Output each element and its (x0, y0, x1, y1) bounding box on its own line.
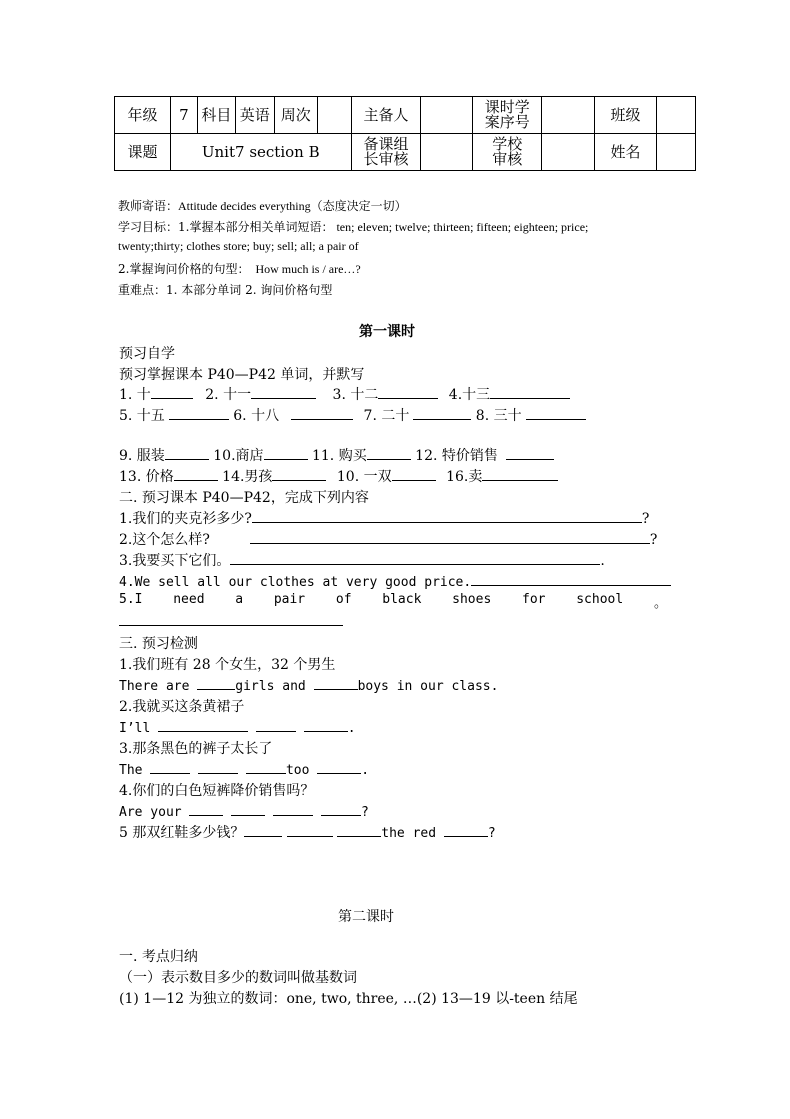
check-text: boys in our class. (357, 679, 499, 694)
translate-3-prompt: 3.我要买下它们。 (119, 553, 231, 569)
answer-line[interactable] (250, 529, 650, 544)
blank[interactable] (231, 801, 265, 816)
translate-2-prompt: 2.这个怎么样? (119, 532, 210, 548)
vocab-row-3 (119, 445, 554, 465)
motto-line (118, 197, 407, 214)
motto-text: Attitude decides everything（态度决定一切） (178, 199, 407, 213)
item5-word: school (576, 592, 624, 607)
blank[interactable] (506, 445, 554, 460)
item5-line (119, 592, 667, 611)
blank[interactable] (304, 717, 348, 732)
check-1-en (119, 675, 498, 694)
school-review-value[interactable] (542, 134, 595, 171)
item5-word: 5.I (119, 592, 143, 607)
check-text: I’ll (119, 721, 159, 736)
answer-line[interactable] (230, 550, 600, 565)
blank[interactable] (337, 822, 381, 837)
blank[interactable] (378, 384, 438, 399)
name-value[interactable] (656, 134, 695, 171)
check-5-cn: 5 那双红鞋多少钱？ (119, 825, 245, 841)
blank[interactable] (482, 466, 558, 481)
lesson2-title: 第二课时 (338, 909, 394, 925)
case-no-value[interactable] (542, 97, 595, 134)
blank[interactable] (490, 384, 570, 399)
lesson2-sub1: （一）表示数目多少的数词叫做基数词 (119, 970, 357, 986)
focus-text: 重难点：1. 本部分单词 2. 询问价格句型 (118, 283, 333, 297)
blank[interactable] (174, 466, 218, 481)
vocab-row-2 (119, 405, 586, 425)
vocab-11: 11. 购买 (311, 448, 367, 464)
blank[interactable] (287, 822, 333, 837)
check-1-cn: 1.我们班有 28 个女生，32 个男生 (119, 657, 336, 673)
check-text: Are your (119, 805, 190, 820)
blank[interactable] (526, 405, 586, 420)
check-3-en: The too . (119, 759, 369, 778)
preview-instruction: 预习掌握课本 P40—P42 单词，并默写 (119, 367, 365, 383)
item5-word: of (335, 592, 352, 607)
class-value[interactable] (656, 97, 695, 134)
translate-3-end: . (600, 553, 605, 569)
check-3-cn: 3.那条黑色的裤子太长了 (119, 741, 273, 757)
header-table (114, 96, 696, 171)
blank[interactable] (317, 759, 361, 774)
vocab-15: 10. 一双 (336, 469, 392, 485)
vocab-2: 2. 十一 (205, 387, 252, 403)
blank[interactable] (198, 759, 238, 774)
topic-label: 课题 (115, 134, 171, 171)
goal-line-2 (118, 260, 361, 277)
blank[interactable] (150, 759, 190, 774)
group-review-label (351, 134, 421, 171)
blank[interactable] (321, 801, 361, 816)
lesson2-section1-heading: 一. 考点归纳 (119, 949, 198, 965)
blank[interactable] (244, 822, 282, 837)
blank[interactable] (272, 466, 326, 481)
item5-word: need (173, 592, 205, 607)
preparer-value[interactable] (421, 97, 473, 134)
blank[interactable] (264, 445, 308, 460)
check-text: The (119, 763, 151, 778)
vocab-9: 9. 服装 (119, 448, 165, 464)
case-no-label-1: 课时学 (484, 98, 530, 116)
preview-heading: 预习自学 (119, 346, 175, 362)
class-label: 班级 (595, 97, 657, 134)
goal-2-prefix: 2.掌握询问价格的句型： (118, 262, 250, 276)
vocab-1: 1. 十 (119, 387, 151, 403)
item5-word: 。 (653, 596, 667, 611)
item5-word: for (522, 592, 546, 607)
goal-label: 学习目标： (118, 220, 179, 234)
vocab-13: 13. 价格 (119, 469, 174, 485)
name-label: 姓名 (595, 134, 657, 171)
blank[interactable] (392, 466, 436, 481)
blank[interactable] (165, 445, 209, 460)
blank[interactable] (246, 759, 286, 774)
subject-value: 英语 (235, 97, 274, 134)
case-no-label-2: 案序号 (484, 113, 530, 131)
translate-2 (119, 529, 657, 549)
topic-value: Unit7 section B (170, 134, 351, 171)
translate-1 (119, 508, 649, 528)
school-review-label-2: 审核 (492, 150, 523, 168)
blank[interactable] (151, 384, 193, 399)
goal-line-1 (118, 218, 588, 235)
vocab-12: 12. 特价销售 (415, 448, 498, 464)
blank[interactable] (413, 405, 471, 420)
vocab-6: 6. 十八 (233, 408, 280, 424)
blank[interactable] (169, 405, 229, 420)
vocab-5: 5. 十五 (119, 408, 165, 424)
vocab-8: 8. 三十 (475, 408, 522, 424)
translate-4-prompt: 4.We sell all our clothes at very good price. (119, 575, 472, 590)
check-text: the red (381, 826, 444, 841)
blank[interactable] (273, 801, 313, 816)
blank[interactable] (314, 675, 358, 690)
group-review-value[interactable] (421, 134, 473, 171)
section2-heading: 二. 预习课本 P40—P42，完成下列内容 (119, 490, 369, 506)
check-text: There are (119, 679, 198, 694)
check-text: ? (487, 826, 496, 841)
vocab-4: 4.十三 (448, 387, 491, 403)
grade-value: 7 (170, 97, 197, 134)
check-text: girls and (235, 679, 314, 694)
check-2-en: I’ll . (119, 717, 356, 736)
translate-1-end: ? (641, 511, 650, 527)
translate-4 (119, 571, 671, 590)
check-text: too (285, 763, 318, 778)
school-review-label (473, 134, 542, 171)
answer-line[interactable] (252, 508, 642, 523)
item5-word: a (235, 592, 244, 607)
blank[interactable] (158, 717, 248, 732)
lesson2-rule: (1) 1—12 为独立的数词：one, two, three, …(2) 13—19 以-teen 结尾 (119, 991, 578, 1007)
vocab-16: 16.卖 (446, 469, 483, 485)
answer-line[interactable] (471, 571, 671, 586)
blank[interactable] (291, 405, 353, 420)
translate-1-prompt: 1.我们的夹克衫多少? (119, 511, 252, 527)
blank[interactable] (444, 822, 488, 837)
vocab-10: 10.商店 (213, 448, 264, 464)
item5-word: shoes (452, 592, 492, 607)
check-text: ? (360, 805, 369, 820)
motto-label: 教师寄语： (118, 199, 179, 213)
vocab-row-4 (119, 466, 558, 486)
blank[interactable] (189, 801, 223, 816)
vocab-row-1 (119, 384, 570, 404)
blank[interactable] (197, 675, 235, 690)
translate-3 (119, 550, 605, 570)
check-2-cn: 2.我就买这条黄裙子 (119, 699, 245, 715)
school-review-label-1: 学校 (492, 135, 523, 153)
vocab-3: 3. 十二 (332, 387, 379, 403)
grade-label: 年级 (115, 97, 171, 134)
group-review-label-2: 长审核 (363, 150, 409, 168)
check-5 (119, 822, 496, 842)
goal-2-text: How much is / are…? (255, 262, 361, 276)
section3-heading: 三. 预习检测 (119, 636, 198, 652)
check-4-en (119, 801, 369, 820)
goal-1-words: ten; eleven; twelve; thirteen; fifteen; eighteen; price; (333, 220, 589, 234)
week-label: 周次 (274, 97, 317, 134)
vocab-14: 14.男孩 (222, 469, 273, 485)
item5-word: pair (273, 592, 306, 607)
goal-1-words-cont: twenty;thirty; clothes store; buy; sell; all; a pair of (118, 239, 359, 253)
vocab-7: 7. 二十 (363, 408, 410, 424)
check-4-cn: 4.你们的白色短裤降价销售吗？ (119, 783, 315, 799)
goal-1-prefix: 1.掌握本部分相关单词短语： (178, 220, 334, 234)
preparer-label: 主备人 (351, 97, 421, 134)
translate-2-end: ? (649, 532, 658, 548)
group-review-label-1: 备课组 (363, 135, 409, 153)
answer-line[interactable] (119, 611, 343, 626)
blank[interactable] (251, 384, 316, 399)
blank[interactable] (367, 445, 411, 460)
blank[interactable] (256, 717, 296, 732)
case-no-label (473, 97, 542, 134)
subject-label: 科目 (197, 97, 235, 134)
week-value[interactable] (317, 97, 351, 134)
lesson1-title: 第一课时 (359, 324, 415, 340)
item5-word: black (382, 592, 422, 607)
